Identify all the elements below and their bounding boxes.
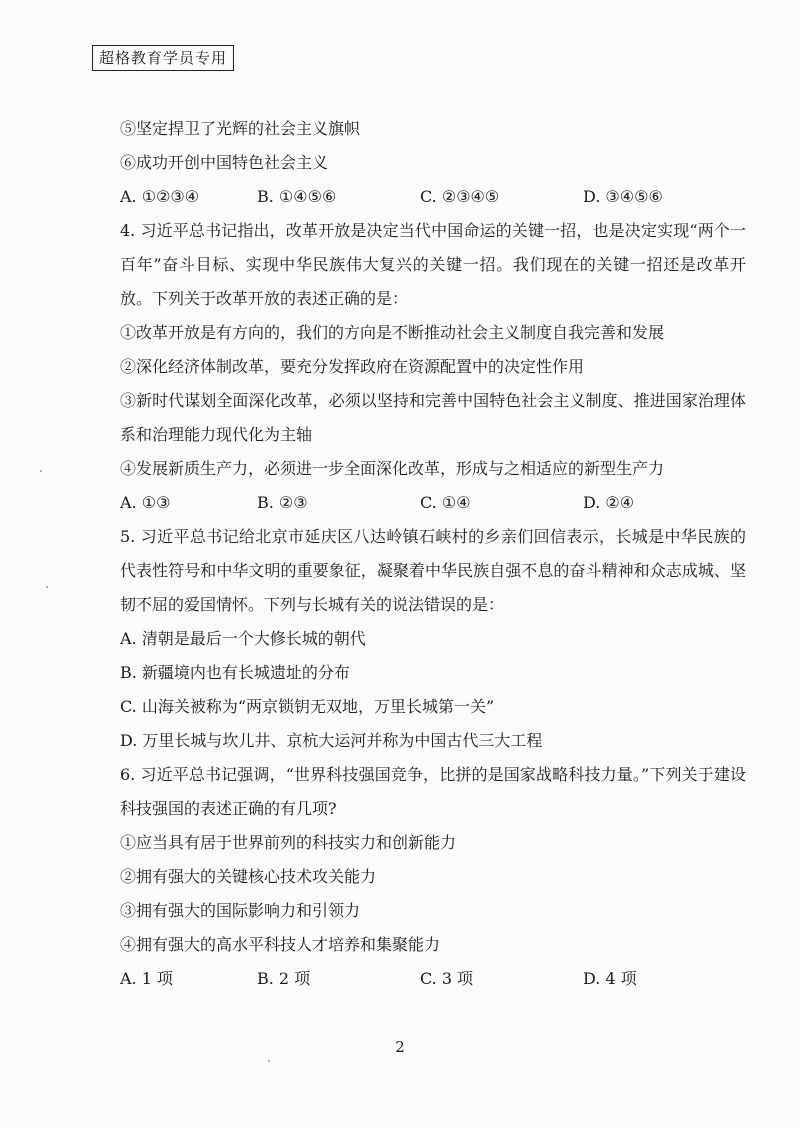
page-number: 2 [395,1038,405,1056]
q4-option-b: B. ②③ [257,493,308,512]
q4-item-3: ③新时代谋划全面深化改革，必须以坚持和完善中国特色社会主义制度、推进国家治理体系和治理能力现代化为主轴 [120,391,746,444]
q3-options [96,180,746,214]
q5-option-c: C. 山海关被称为“两京锁钥无双地，万里长城第一关” [120,697,495,716]
q6-stem: 6. 习近平总书记强调，“世界科技强国竞争，比拼的是国家战略科技力量。”下列关于建设科技强国的表述正确的有几项? [120,765,746,818]
q4-item-2: ②深化经济体制改革，要充分发挥政府在资源配置中的决定性作用 [120,357,585,376]
q3-option-c: C. ②③④⑤ [420,187,500,206]
q4-item-4: ④发展新质生产力，必须进一步全面深化改革，形成与之相适应的新型生产力 [120,459,665,478]
header-stamp: 超格教育学员专用 [92,45,234,71]
scan-speck [46,586,48,588]
q6-option-b: B. 2 项 [257,969,311,988]
q3-option-a: A. ①②③④ [120,187,200,206]
scan-speck [268,1060,270,1062]
q6-item-2: ②拥有强大的关键核心技术攻关能力 [120,867,377,886]
q3-item-6: ⑥成功开创中国特色社会主义 [120,153,329,172]
q6-options [96,962,746,996]
q5-stem: 5. 习近平总书记给北京市延庆区八达岭镇石峡村的乡亲们回信表示，长城是中华民族的代表性符号和中华文明的重要象征，凝聚着中华民族自强不息的奋斗精神和众志成城、坚韧不屈的爱国情怀。下列与长城有关的说法错误的是： [120,527,746,614]
q6-item-1: ①应当具有居于世界前列的科技实力和创新能力 [120,833,457,852]
q3-item-5: ⑤坚定捍卫了光辉的社会主义旗帜 [120,119,361,138]
q3-option-d: D. ③④⑤⑥ [583,187,663,206]
q6-item-3: ③拥有强大的国际影响力和引领力 [120,901,361,920]
q5-option-a: A. 清朝是最后一个大修长城的朝代 [120,629,366,648]
scan-speck [40,470,42,472]
q4-stem: 4. 习近平总书记指出，改革开放是决定当代中国命运的关键一招，也是决定实现“两个一百年”奋斗目标、实现中华民族伟大复兴的关键一招。我们现在的关键一招还是改革开放。下列关于改革开放的表述正确的是： [120,221,746,308]
page-content [96,112,746,996]
q4-item-1: ①改革开放是有方向的，我们的方向是不断推动社会主义制度自我完善和发展 [120,323,665,342]
q6-option-d: D. 4 项 [583,969,637,988]
q6-option-c: C. 3 项 [420,969,474,988]
q4-option-a: A. ①③ [120,493,171,512]
q6-option-a: A. 1 项 [120,969,173,988]
q4-option-c: C. ①④ [420,493,471,512]
q4-options [96,486,746,520]
q5-option-b: B. 新疆境内也有长城遗址的分布 [120,663,350,682]
q3-option-b: B. ①④⑤⑥ [257,187,337,206]
q4-option-d: D. ②④ [583,493,635,512]
q6-item-4: ④拥有强大的高水平科技人才培养和集聚能力 [120,935,441,954]
q5-option-d: D. 万里长城与坎儿井、京杭大运河并称为中国古代三大工程 [120,731,543,750]
